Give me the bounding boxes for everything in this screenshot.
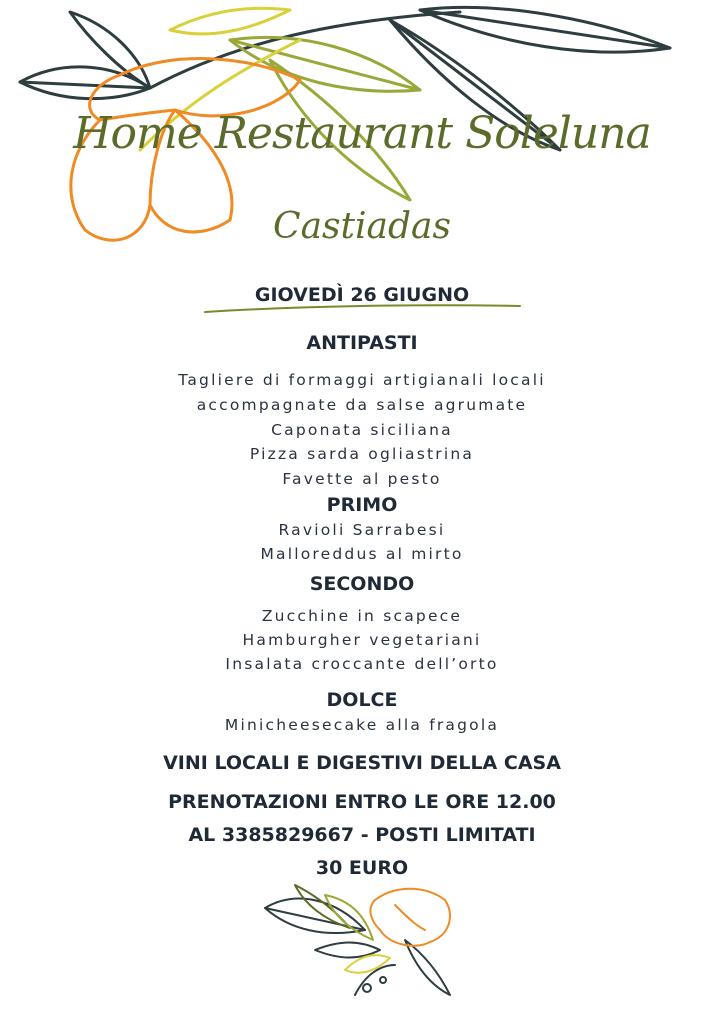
restaurant-title: Home Restaurant Soleluna bbox=[73, 108, 651, 159]
menu-item: Minicheesecake alla fragola bbox=[224, 716, 500, 734]
section-secondo-heading: SECONDO bbox=[309, 573, 415, 595]
menu-item: accompagnate da salse agrumate bbox=[196, 396, 528, 414]
price: 30 EURO bbox=[315, 857, 409, 879]
section-dolce-heading: DOLCE bbox=[326, 689, 398, 711]
menu-item: Favette al pesto bbox=[282, 470, 442, 488]
leaf-dark-top bbox=[70, 12, 150, 88]
menu-item: Pizza sarda ogliastrina bbox=[249, 445, 475, 463]
booking-info-line2: AL 3385829667 - POSTI LIMITATI bbox=[188, 824, 536, 846]
bottom-floral-decoration bbox=[255, 880, 475, 1005]
wines-note: VINI LOCALI E DIGESTIVI DELLA CASA bbox=[163, 752, 561, 774]
menu-item: Malloreddus al mirto bbox=[260, 545, 464, 563]
menu-item: Zucchine in scapece bbox=[261, 607, 463, 625]
event-date: GIOVEDÌ 26 GIUGNO bbox=[254, 284, 470, 306]
menu-item: Insalata croccante dell’orto bbox=[225, 655, 499, 673]
menu-item: Ravioli Sarrabesi bbox=[278, 521, 446, 539]
stem-dark bbox=[150, 12, 460, 88]
menu-item: Caponata siciliana bbox=[271, 421, 453, 439]
leaf-yellow bbox=[170, 8, 290, 34]
booking-info-line1: PRENOTAZIONI ENTRO LE ORE 12.00 bbox=[168, 791, 556, 813]
section-antipasti-heading: ANTIPASTI bbox=[306, 332, 418, 354]
date-underline bbox=[200, 300, 530, 320]
location-title: Castiadas bbox=[273, 206, 451, 247]
section-primo-heading: PRIMO bbox=[326, 494, 398, 516]
menu-item: Hamburgher vegetariani bbox=[242, 631, 482, 649]
menu-item: Tagliere di formaggi artigianali locali bbox=[178, 371, 546, 389]
